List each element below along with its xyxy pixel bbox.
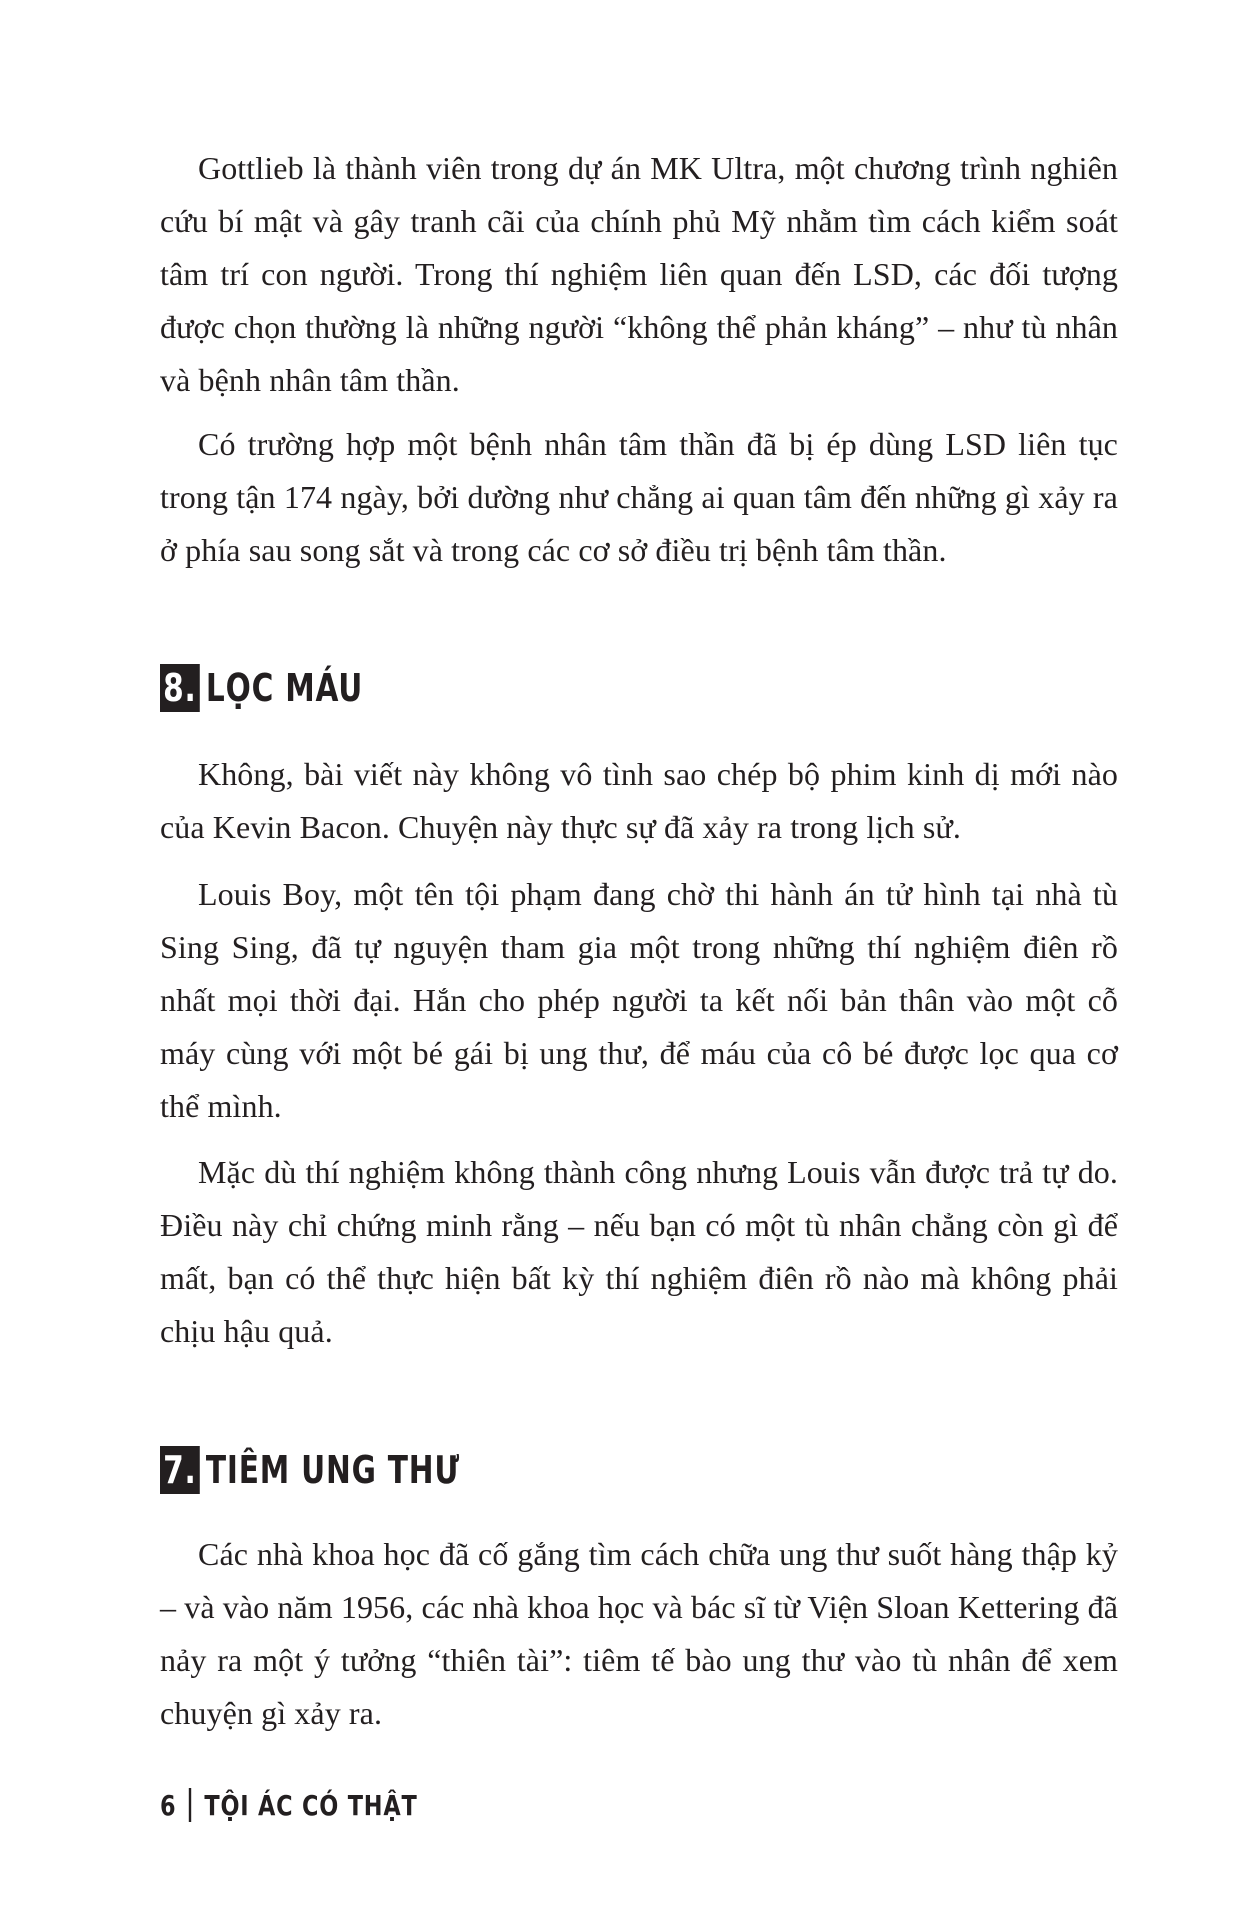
paragraph-gottlieb: Gottlieb là thành viên trong dự án MK Ultra, một chương trình nghiên cứu bí mật và gây tranh cãi của chính phủ Mỹ nhằm tìm cách kiểm soát tâm trí con người. Trong thí nghiệm liên quan đến LSD, các đối tượng được chọn thường là những người “không thể phản kháng” – như tù nhân và bệnh nhân tâm thần. — [160, 150, 1118, 398]
paragraph-lsd-patient: Có trường hợp một bệnh nhân tâm thần đã bị ép dùng LSD liên tục trong tận 174 ngày, bởi dường như chẳng ai quan tâm đến những gì xảy ra ở phía sau song sắt và trong các cơ sở điều trị bệnh tâm thần. — [160, 426, 1118, 568]
section-number-8: 8. — [160, 664, 200, 712]
section-title-7: TIÊM UNG THƯ — [205, 1448, 460, 1492]
footer-divider — [189, 1788, 191, 1822]
section-heading-8 — [160, 664, 363, 712]
paragraph-cancer-injection: Các nhà khoa học đã cố gắng tìm cách chữa ung thư suốt hàng thập kỷ – và vào năm 1956, các nhà khoa học và bác sĩ từ Viện Sloan Kettering đã nảy ra một ý tưởng “thiên tài”: tiêm tế bào ung thư vào tù nhân để xem chuyện gì xảy ra. — [160, 1536, 1118, 1731]
paragraph-experiment-result: Mặc dù thí nghiệm không thành công nhưng Louis vẫn được trả tự do. Điều này chỉ chứng minh rằng – nếu bạn có một tù nhân chẳng còn gì để mất, bạn có thể thực hiện bất kỳ thí nghiệm điên rồ nào mà không phải chịu hậu quả. — [160, 1154, 1118, 1349]
page-number: 6 — [160, 1788, 177, 1822]
paragraph-kevin-bacon: Không, bài viết này không vô tình sao chép bộ phim kinh dị mới nào của Kevin Bacon. Chuyện này thực sự đã xảy ra trong lịch sử. — [160, 756, 1118, 845]
section-heading-7 — [160, 1446, 460, 1494]
section-title-8: LỌC MÁU — [205, 666, 364, 710]
paragraph-louis-boy: Louis Boy, một tên tội phạm đang chờ thi hành án tử hình tại nhà tù Sing Sing, đã tự nguyện tham gia một trong những thí nghiệm điên rồ nhất mọi thời đại. Hắn cho phép người ta kết nối bản thân vào một cỗ máy cùng với một bé gái bị ung thư, để máu của cô bé được lọc qua cơ thể mình. — [160, 876, 1118, 1124]
page-footer — [160, 1788, 418, 1822]
section-number-7: 7. — [160, 1446, 200, 1494]
book-title: TỘI ÁC CÓ THẬT — [204, 1788, 418, 1822]
